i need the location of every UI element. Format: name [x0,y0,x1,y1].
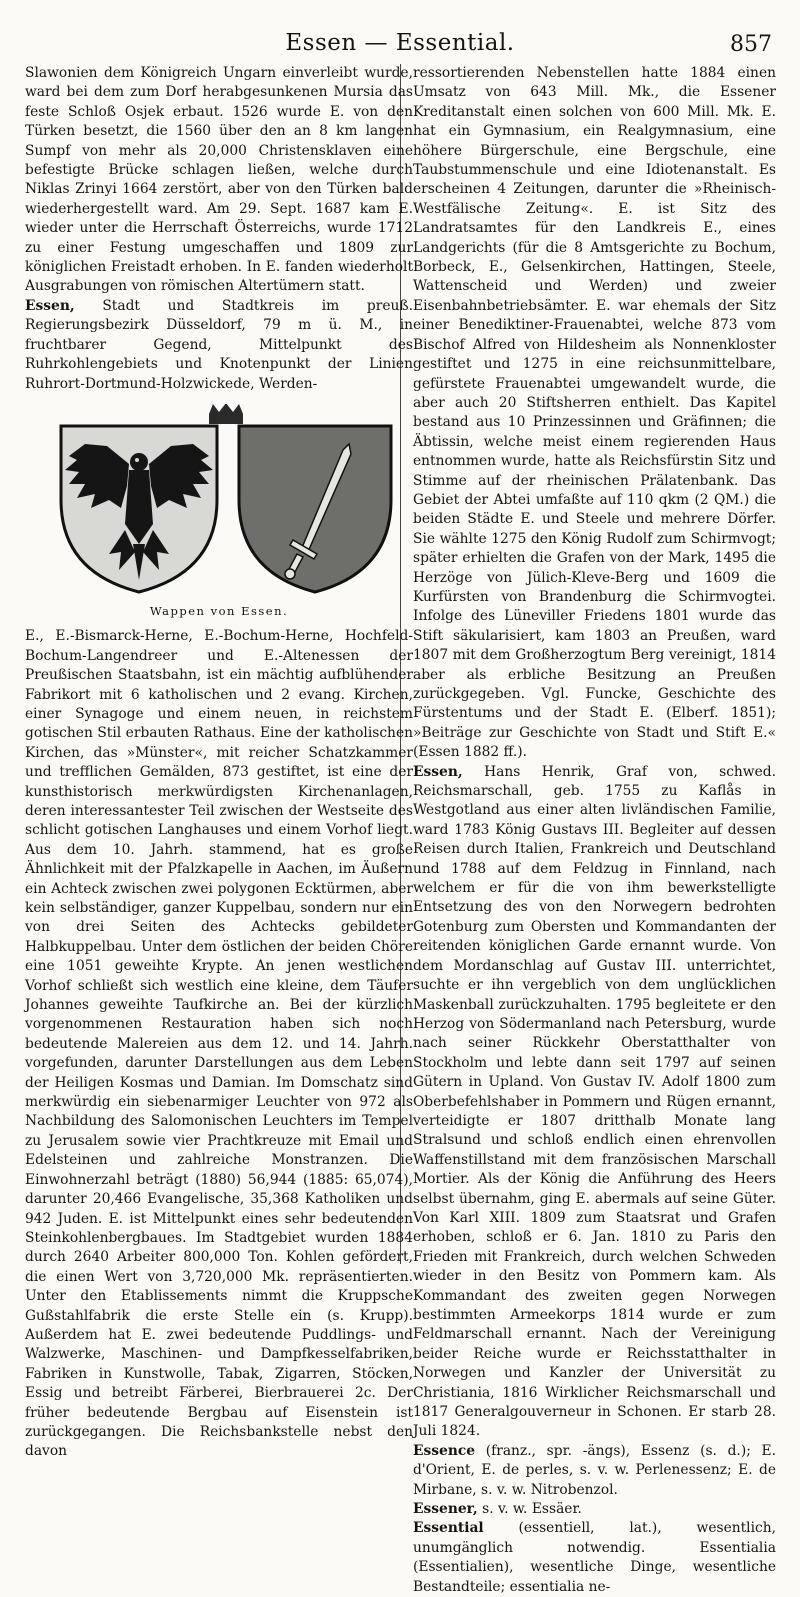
right-paragraph-1: ressortierenden Nebenstellen hatte 1884 einen Umsatz von 643 Mill. Mk., die Essener Kreditanstalt einen solchen von 600 Mill. Mk. E. hat ein Gymnasium, ein Realgymnasium, eine höhere Bürgerschule, eine Bergschule, eine Taubstummenschule und eine Idiotenanstalt. Es erscheinen 4 Zeitungen, darunter die »Rheinisch-Westfälische Zeitung«. E. ist Sitz des Landratsamtes für den Landkreis E., eines Landgerichts (für die 8 Amtsgerichte zu Bochum, Borbeck, E., Gelsenkirchen, Hattingen, Steele, Wattenscheid und Werden) und zweier Eisenbahnbetriebsämter. E. war ehemals der Sitz einer Benediktiner-Frauenabtei, welche 873 vom Bischof Alfred von Hildesheim als Nonnenkloster gestiftet und 1275 in eine reichsunmittelbare, gefürstete Frauenabtei umgewandelt wurde, die aber auch 20 Stiftsherren enthielt. Das Kapitel bestand aus 10 Prinzessinnen und Gräfinnen; die Äbtissin, welche meist einem regierenden Haus entnommen wurde, hatte als Reichsfürstin Sitz und Stimme auf der rheinischen Prälatenbank. Das Gebiet der Abtei umfaßte auf 110 qkm (2 QM.) die beiden Städte E. und Steele und mehrere Dörfer. Sie wählte 1275 den König Rudolf zum Schirmvogt; später erhielten die Grafen von der Mark, 1495 die Herzöge von Jülich-Kleve-Berg und 1609 die Kurfürsten von Brandenburg die Schirmvogtei. Infolge des Lüneviller Friedens 1801 wurde das Stift säkularisiert, kam 1803 an Preußen, ward 1807 mit dem Großherzogtum Berg vereinigt, 1814 aber als erbliche Besitzung an Preußen zurückgegeben. Vgl. Funcke, Geschichte des Fürstentums und der Stadt E. (Elberf. 1851); »Beiträge zur Geschichte von Stadt und Stift E.« (Essen 1882 ff.). [413,65,776,761]
crown-icon [209,404,243,424]
sword-shield-icon [239,426,391,592]
headword-essen-count: Essen, [413,763,463,780]
entry-essen-text: Stadt und Stadtkreis im preuß. Regierungsbezirk Düsseldorf, 79 m ü. M., in fruchtbarer Gegend, Mittelpunkt des Ruhrkohlengebiets und Knotenpunkt der Linien Ruhrort-Dortmund-Holzwickede, Werden- [25,297,413,392]
headword-essener: Essener, [413,1501,478,1518]
entry-essence-text: (franz., spr. -ängs), Essenz (s. d.); E. d'Orient, E. de perles, s. v. w. Perlenessenz; E. de Mirbane, s. v. w. Nitrobenzol. [413,1442,776,1498]
entry-essener-text: s. v. w. Essäer. [482,1501,582,1518]
right-column [413,64,776,1597]
figure-caption: Wappen von Essen. [149,603,289,618]
coat-of-arms-image [25,404,413,598]
entry-essen-city [25,297,413,394]
left-paragraph-1: Slawonien dem Königreich Ungarn einverleibt wurde, ward bei dem zum Dorf herabgesunkenen Mursia das feste Schloß Osjek erbaut. 1526 wurde E. von den Türken besetzt, die 1560 über den an 8 km langen Sumpf von mehr als 20,000 Christensklaven eine befestigte Brücke schlagen ließen, welche durch Niklas Zrinyi 1664 zerstört, aber von den Türken bald wiederhergestellt ward. Am 29. Sept. 1687 kam E. wieder unter die Herrschaft Österreichs, wurde 1712 zu einer Festung umgeschaffen und 1809 zur königlichen Freistadt erhoben. In E. fanden wiederholt Ausgrabungen von römischen Altertümern statt. [25,65,413,295]
entry-essential-text: (essentiell, lat.), wesentlich, unumgänglich notwendig. Essentialia (Essentialien), wesentliche Dinge, wesentliche Bestandteile; essentialia ne- [413,1520,776,1595]
entry-essen-count-text: Hans Henrik, Graf von, schwed. Reichsmarschall, geb. 1755 zu Kaflås in Westgotland aus einer alten livländischen Familie, ward 1783 König Gustavs III. Begleiter auf dessen Reisen durch Italien, Frankreich und Deutschland und 1788 auf dem Feldzug in Finnland, nach welchem er für die von ihm bewerkstelligte Entsetzung des von den Norwegern bedrohten Gotenburg zum Obersten und Kommandanten der reitenden königlichen Garde ernannt wurde. Von dem Mordanschlag auf Gustav III. unterrichtet, suchte er ihn vergeblich von dem unglücklichen Maskenball zurückzuhalten. 1795 begleitete er den Herzog von Södermanland nach Petersburg, wurde nach seiner Rückkehr Oberstatthalter von Stockholm und lebte dann seit 1797 auf seinen Gütern in Upland. Von Gustav IV. Adolf 1800 zum Oberbefehlshaber in Pommern und Rügen ernannt, verteidigte er 1807 dritthalb Monate lang Stralsund und schloß endlich einen ehrenvollen Waffenstillstand mit dem französischen Marschall Mortier. Als der König die Anführung des Heers selbst übernahm, ging E. abermals auf seine Güter. Von Karl XIII. 1809 zum Staatsrat und Grafen erhoben, schloß er 6. Jan. 1810 zu Paris den Frieden mit Frankreich, durch welchen Schweden wieder in den Besitz von Pommern kam. Als Kommandant des zweiten gegen Norwegen bestimmten Armeekorps 1814 wurde er zum Feldmarschall ernannt. Nach der Vereinigung beider Reiche wurde er Reichsstatthalter in Norwegen und Kanzler der Universität zu Christiania, 1816 Wirklicher Reichsmarschall und 1817 Generalgouverneur in Schonen. Er starb 28. Juli 1824. [413,763,777,1440]
headword-essence: Essence [413,1442,476,1459]
entry-essential [413,1519,776,1597]
entry-essener [413,1500,776,1519]
headword-essen: Essen, [25,297,75,314]
running-title: Essen — Essential. [285,30,515,56]
entry-essen-count [413,763,776,1442]
entry-essence [413,1442,776,1500]
eagle-shield-icon [61,426,217,592]
headword-essential: Essential [413,1520,484,1537]
left-paragraph-3: E., E.-Bismarck-Herne, E.-Bochum-Herne, Hochfeld-Bochum-Langendreer und E.-Altenessen der Preußischen Staatsbahn, ist ein mächtig aufblühender Fabrikort mit 6 katholischen und 2 evang. Kirchen, einer Synagoge und einem neuen, in reichstem gotischen Stil erbauten Rathaus. Eine der katholischen Kirchen, das »Münster«, mit reicher Schatzkammer und trefflichen Gemälden, 873 gestiftet, ist eine der kunsthistorisch merkwürdigsten Kirchenanlagen, deren interessantester Teil zwischen der Westseite des schlicht gotischen Langhauses und einem Vorhof liegt. Aus dem 10. Jahrh. stammend, hat es große Ähnlichkeit mit der Pfalzkapelle in Aachen, im Äußern ein Achteck zwischen zwei polygonen Ecktürmen, aber kein selbständiger, ganzer Kuppelbau, sondern nur ein von drei Seiten des Achtecks gebildeter Halbkuppelbau. Unter dem östlichen der beiden Chöre eine 1051 geweihte Krypte. An jenen westlichen Vorhof schließt sich westlich eine kleine, dem Täufer Johannes geweihte Taufkirche an. Bei der kürzlich vorgenommenen Restauration haben sich noch bedeutende Malereien aus dem 12. und 14. Jahrh. vorgefunden, darunter Darstellungen aus dem Leben der Heiligen Kosmas und Damian. Im Domschatz sind merkwürdig ein siebenarmiger Leuchter von 972 als Nachbildung des Salomonischen Leuchters im Tempel zu Jerusalem sowie vier Prachtkreuze mit Email und Edelsteinen und zahlreiche Monstranzen. Die Einwohnerzahl beträgt (1880) 56,944 (1885: 65,074), darunter 20,466 Evangelische, 35,368 Katholiken und 942 Juden. E. ist Mittelpunkt eines sehr bedeutenden Steinkohlenbergbaues. Im Stadtgebiet wurden 1884 durch 2640 Arbeiter 800,000 Ton. Kohlen gefördert, die einen Wert von 3,720,000 Mk. repräsentierten. Unter den Etablissements nimmt die Kruppsche Gußstahlfabrik die erste Stelle ein (s. Krupp). Außerdem hat E. zwei bedeutende Puddlings- und Walzwerke, Maschinen- und Dampfkesselfabriken, Fabriken in Kunstwolle, Tabak, Zigarren, Stöcken, Essig und betreibt Färberei, Bierbrauerei 2c. Der früher bedeutende Bergbau auf Eisenstein ist zurückgegangen. Die Reichsbankstelle nebst den davon [25,628,413,1460]
left-column [25,64,413,1462]
coat-of-arms-figure [25,404,413,598]
page-number: 857 [730,32,772,57]
